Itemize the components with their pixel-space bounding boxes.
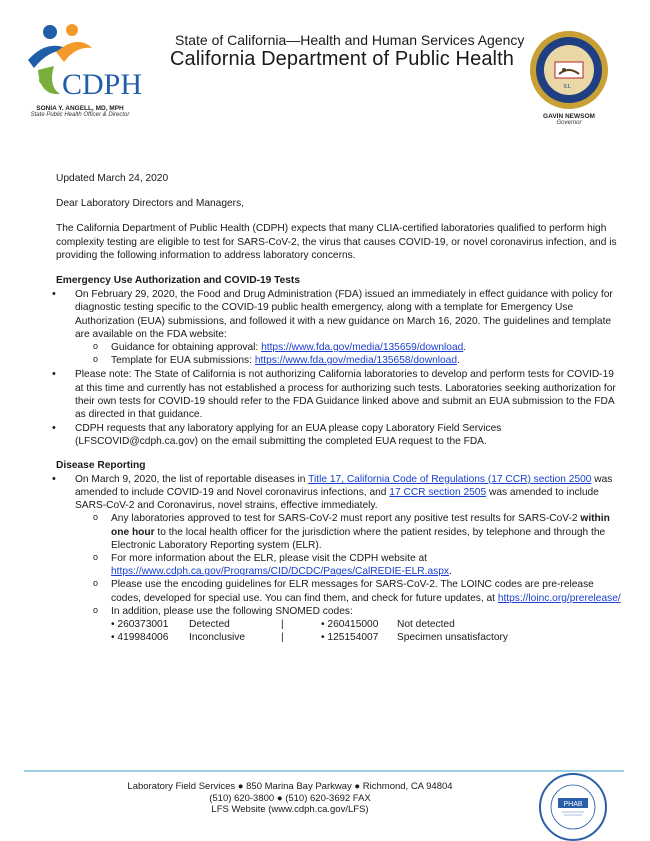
section-heading-eua: Emergency Use Authorization and COVID-19 Tests: [56, 275, 300, 287]
report-text-a: Any laboratories approved to test for SARS-CoV-2 must report any positive test results for SARS-CoV-2: [111, 513, 581, 525]
footer-divider: [24, 770, 624, 772]
footer-website: LFS Website (www.cdph.ca.gov/LFS): [211, 804, 369, 815]
cdph-logo: [20, 20, 160, 100]
guidance-label: Guidance for obtaining approval:: [111, 342, 262, 354]
snomed-label: Detected: [189, 619, 230, 631]
list-item: [91, 341, 624, 354]
director-role: State Public Health Officer & Director: [30, 112, 130, 118]
snomed-code: • 260373001: [111, 619, 169, 631]
letter-salutation: Dear Laboratory Directors and Managers,: [56, 198, 244, 210]
section-heading-reporting: Disease Reporting: [56, 459, 146, 471]
snomed-code: • 125154007: [321, 632, 379, 644]
agency-title: State of California—Health and Human Services Agency: [175, 32, 525, 48]
director-name: SONIA Y. ANGELL, MD, MPH: [36, 105, 124, 112]
governor-block: [519, 113, 619, 126]
elr-text: For more information about the ELR, please visit the CDPH website at: [111, 553, 427, 565]
snomed-label: Inconclusive: [189, 632, 246, 644]
snomed-separator: |: [281, 632, 284, 644]
governor-role: Governor: [556, 120, 582, 126]
svg-text:XL: XL: [563, 84, 571, 90]
period: .: [449, 566, 452, 578]
director-block: [0, 105, 160, 118]
reporting-text-a: On March 9, 2020, the list of reportable diseases in: [75, 473, 309, 485]
ccr2505-link[interactable]: 17 CCR section 2505: [389, 487, 487, 499]
elr-link[interactable]: https://www.cdph.ca.gov/Programs/CID/DCDC/Pages/CalREDIE-ELR.aspx: [111, 566, 450, 578]
list-item: [91, 552, 624, 578]
period: .: [463, 342, 467, 354]
snomed-table: [111, 618, 624, 644]
eua-sublist: [75, 341, 624, 367]
loinc-link[interactable]: https://loinc.org/prerelease/: [497, 592, 621, 604]
snomed-intro: In addition, please use the following SNOMED codes:: [111, 605, 353, 617]
list-item: [91, 512, 624, 552]
reporting-text-c: was amended to include SARS-CoV-2 and Coronavirus, novel strains, effective immediately.: [75, 487, 599, 512]
list-item: • Please note: The State of California is not authorizing California laboratories to develop and perform tests for COVID-19 at this time and currently has not established a process for authorizing such tests. Laboratories seeking authorization for their own tests for COVID-19 should refer to the FDA Guidance linked above and submit an EUA submission to the FDA as directed in that guidance.: [56, 368, 624, 421]
footer-address: Laboratory Field Services ● 850 Marina Bay Parkway ● Richmond, CA 94804: [127, 781, 453, 792]
footer-phone: (510) 620-3800 ● (510) 620-3692 FAX: [209, 792, 371, 804]
governor-name: GAVIN NEWSOM: [543, 113, 595, 120]
footer: [100, 781, 480, 816]
list-item: [91, 578, 624, 604]
snomed-label: Not detected: [397, 619, 455, 631]
reporting-list: [56, 473, 624, 645]
letter-intro: The California Department of Public Health (CDPH) expects that many CLIA-certified laboratories qualified to perform high complexity testing are eligible to test for SARS-CoV-2, the virus that causes COVID-19, or novel coronavirus infection, and is providing the following information to address laboratory concerns.: [56, 223, 617, 261]
cdph-logo-text: CDPH: [62, 68, 143, 100]
period: .: [457, 355, 460, 367]
template-link[interactable]: https://www.fda.gov/media/135658/download: [254, 355, 457, 367]
reporting-text-b: was amended to include COVID-19 and Novel coronavirus infections, and: [75, 473, 613, 499]
list-item: [91, 605, 624, 645]
snomed-code: • 260415000: [321, 619, 379, 631]
guidance-link[interactable]: https://www.fda.gov/media/135659/download: [261, 342, 464, 354]
list-item: [91, 354, 624, 367]
list-item: [56, 288, 624, 367]
phab-seal-icon: [538, 772, 608, 841]
governor-seal-icon: [529, 30, 609, 110]
list-item: • CDPH requests that any laboratory applying for an EUA please copy Laboratory Field Services (LFSCOVID@cdph.ca.gov) on the email submitting the completed EUA request to the FDA.: [56, 422, 624, 448]
report-bold: within one hour: [111, 513, 610, 538]
list-item: [56, 473, 624, 645]
title17-link[interactable]: Title 17, California Code of Regulations (17 CCR) section 2500: [308, 473, 592, 485]
department-title: California Department of Public Health: [170, 48, 514, 70]
reporting-sublist: [75, 512, 624, 644]
eua-bullet-text: On February 29, 2020, the Food and Drug Administration (FDA) issued an immediately in effect guidance with policy for diagnostic testing specific to the COVID-19 public health emergency, along with a template for Emergency Use Authorization (EUA) submissions, and followed it with a new guidance on March 16, 2020. The guidelines and template are available on the FDA website:: [75, 289, 613, 340]
letter-date: Updated March 24, 2020: [56, 173, 169, 184]
report-text-b: to the local health officer for the jurisdiction where the patient resides, by telephone and through the Electronic Laboratory Reporting system (ELR).: [111, 526, 606, 551]
eua-list: [56, 288, 624, 448]
snomed-separator: |: [281, 619, 284, 631]
letter-body: [56, 172, 624, 655]
loinc-text: Please use the encoding guidelines for ELR messages for SARS-CoV-2. The LOINC codes are pre-release codes, developed for special use. You can find them, and check for future updates, at: [111, 579, 594, 604]
snomed-code: • 419984006: [111, 632, 169, 644]
template-label: Template for EUA submissions:: [111, 355, 255, 367]
phab-text: PHAB: [563, 801, 583, 808]
snomed-label: Specimen unsatisfactory: [397, 632, 508, 644]
